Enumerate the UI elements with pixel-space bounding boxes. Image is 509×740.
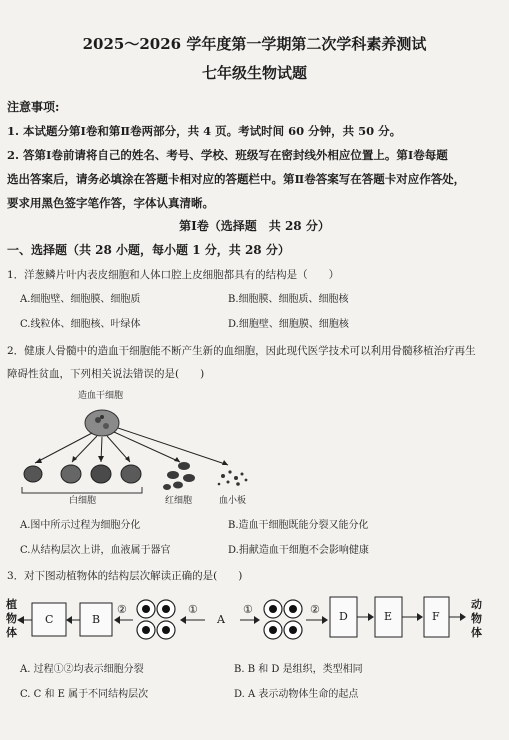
- fig-label-stem-cell: 造血干细胞: [78, 391, 124, 401]
- stem-cell-figure: [22, 410, 247, 493]
- q1-stem: 1．洋葱鳞片叶内表皮细胞和人体口腔上皮细胞都具有的结构是（ ）: [7, 269, 340, 281]
- right-cell-cluster: [264, 600, 302, 639]
- q2-option-c: C.从结构层次上讲，血液属于器官: [20, 545, 171, 556]
- q2-stem-2: 障碍性贫血，下列相关说法错误的是( ): [7, 368, 205, 380]
- wbc-cell-icon: [121, 465, 141, 483]
- label-animal-1: 动: [471, 598, 482, 611]
- fig-label-rbc: 红细胞: [165, 496, 193, 506]
- label-plant-1: 植: [6, 598, 17, 611]
- notice-line-2a: 2. 答第Ⅰ卷前请将自己的姓名、考号、学校、班级写在密封线外相应位置上。第Ⅰ卷每题: [7, 148, 448, 162]
- q1-option-a: A.细胞壁、细胞膜、细胞质: [20, 294, 141, 305]
- center-a-label: A: [217, 613, 225, 626]
- left-cell-cluster: [137, 600, 175, 639]
- box-b-label: B: [92, 613, 101, 626]
- notice-line-2b: 选出答案后，请务必填涂在答题卡相对应的答题栏中。第Ⅱ卷答案写在答题卡对应作答处，: [7, 172, 466, 186]
- label-plant-2: 物: [6, 612, 17, 625]
- q3-option-a: A. 过程①②均表示细胞分裂: [20, 664, 144, 675]
- platelets-icon: [218, 470, 248, 485]
- wbc-cell-icon: [91, 465, 111, 483]
- exam-title: 2025～2026 学年度第一学期第二次学科素养测试: [82, 35, 427, 53]
- wbc-cell-icon: [24, 466, 42, 482]
- section-title: 第Ⅰ卷（选择题 共 28 分）: [179, 219, 330, 233]
- step-2-right: ②: [310, 603, 320, 616]
- notice-line-2c: 要求用黑色签字笔作答，字体认真清晰。: [7, 196, 214, 210]
- q3-option-b: B. B 和 D 是组织，类型相同: [234, 664, 363, 675]
- box-d-label: D: [339, 610, 348, 623]
- label-animal-3: 体: [471, 626, 482, 639]
- q3-stem: 3．对下图动植物体的结构层次解读正确的是( ): [7, 570, 243, 582]
- step-1-right: ①: [243, 603, 253, 616]
- q2-option-b: B.造血干细胞既能分裂又能分化: [228, 520, 369, 531]
- part-heading: 一、选择题（共 28 小题，每小题 1 分，共 28 分）: [7, 243, 290, 257]
- step-2-left: ②: [117, 603, 127, 616]
- wbc-bracket: [22, 487, 142, 493]
- notice-line-1: 1. 本试题分第Ⅰ卷和第Ⅱ卷两部分，共 4 页。考试时间 60 分钟，共 50 分。: [7, 124, 402, 138]
- q2-option-d: D.捐献造血干细胞不会影响健康: [228, 545, 369, 556]
- q1-option-c: C.线粒体、细胞核、叶绿体: [20, 319, 141, 330]
- q1-option-d: D.细胞壁、细胞膜、细胞核: [228, 319, 349, 330]
- label-animal-2: 物: [471, 612, 482, 625]
- box-e-label: E: [384, 610, 393, 623]
- wbc-cell-icon: [61, 465, 81, 483]
- structure-levels-diagram: [17, 597, 466, 639]
- q2-stem-1: 2．健康人骨髓中的造血干细胞能不断产生新的血细胞，因此现代医学技术可以利用骨髓移植治疗再生: [7, 345, 476, 357]
- rbc-cluster-icon: [163, 462, 195, 490]
- exam-subtitle: 七年级生物试题: [201, 64, 307, 82]
- box-c-label: C: [45, 613, 54, 626]
- q3-option-c: C. C 和 E 属于不同结构层次: [20, 689, 149, 700]
- q2-option-a: A.图中所示过程为细胞分化: [20, 520, 141, 531]
- step-1-left: ①: [188, 603, 198, 616]
- fig-label-wbc: 白细胞: [69, 496, 97, 506]
- stem-cell-icon: [85, 410, 119, 436]
- box-f-label: F: [432, 610, 440, 623]
- notice-heading: 注意事项:: [7, 100, 60, 114]
- label-plant-3: 体: [6, 626, 17, 639]
- q1-option-b: B.细胞膜、细胞质、细胞核: [228, 294, 349, 305]
- q3-option-d: D. A 表示动物体生命的起点: [234, 689, 359, 700]
- fig-label-platelet: 血小板: [219, 496, 247, 506]
